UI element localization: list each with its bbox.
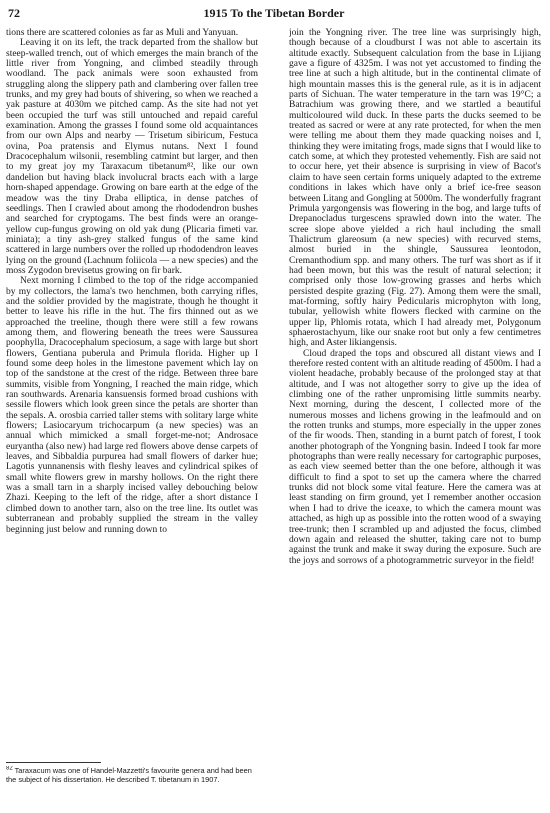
paragraph: Next morning I climbed to the top of the ridge accompanied by my collectors, the lama's two henchmen, both carrying rifles, and the soldier provided by the magistrate, though he thought it better to leave his rifle in the hut. The firs thinned out as we approached the treeline, though there were still a few rowans among them, and flowering beneath the trees were Saussurea poophylla, Dracocephalum speciosum, a sage with large but short flowers, Gentiana puberula and Primula florida. Higher up I found some deep holes in the limestone pavement which lay on top of the sandstone at the crest of the ridge. Between three bare summits, visible from Yongning, I reached the main ridge, which ran southwards. Arenaria kansuensis formed broad cushions with sessile flowers which look green since the petals are shorter than the sepals. A. orosbia carried taller stems with solitary large white flowers; Lasiocaryum trichocarpum (a new species) was an annual which mimicked a small forget-me-not; Androsace euryantha (also new) had large red flowers above dense carpets of leaves, and Sibbaldia purpurea had small flowers of darker hue; Lagotis yunnanensis with fleshy leaves and cylindrical spikes of small white flowers grew in marshy hollows. On the right there was a small tarn in a sharply incised valley debouching below Zhazi. Keeping to the left of the ridge, after a short distance I climbed down to another tarn, also on the tree line. Its outlet was subterranean and probably supplied the stream in the valley beginning just below and running down to <box>6 276 258 535</box>
page-header <box>8 5 540 21</box>
paragraph: join the Yongning river. The tree line was surprisingly high, though because of a cloudburst I was not able to ascertain its altitude exactly. Subsequent calculation from the base in Lijiang gave a figure of 4325m. I was not yet accustomed to finding the tree line at such a high altitude, but in the continental climate of high mountain masses this is the general rule, as it is in adjacent parts of Sichuan. The water temperature in the tarn was 19°C; a Batrachium was growing there, and we startled a beautiful multicoloured wild duck. In these parts the ducks seemed to be treated as sacred or were at any rate protected, for when the men were telling me about them they made quacking noises and I, thinking they were imitating frogs, made signs that I would like to catch some, at which they protested vehemently. Fish are said not to occur here, yet their absence is surprising in view of Bacot's claim to have seen certain forms uniquely adapted to the extreme conditions in lakes which have only a brief ice-free season between Litang and Gongling at 5000m. The wonderfully fragrant Primula yargongensis was flowering in the bog, and large tufts of Drepanocladus turgescens sprawled down into the water. The scree slope above yielded a rich haul including the small Thalictrum glareosum (a new species) with recurved stems, almost buried in the shingle, Saussurea leontodon, Cremanthodium spp. and many others. The turf was short as if it had been mown, but this was the result of natural selection; it comprised only those low-growing grasses and herbs which persisted despite grazing (Fig. 27). Among them were the small, mat-forming, softly hairy Pedicularis microphyton with long, tubular, yellowish white flowers flecked with carmine on the upper lip, Phlomis rotata, which I had already met, Polygonum sphaerostachyum, like our snake root but only a few centimetres high, and Aster likiangensis. <box>289 28 541 349</box>
paragraph: tions there are scattered colonies as far as Muli and Yanyuan. <box>6 28 239 38</box>
paragraph: Leaving it on its left, the track departed from the shallow but steep-walled trench, out of which emerges the main branch of the little river from Yongning, and climbed steadily through woodland. The pack animals were soon exhausted from struggling along the slippery path and clambering over fallen tree trunks, and my grey had bouts of shivering, so when we reached a yak pasture at 4030m we pitched camp. As the site had not yet been occupied the turf was still untouched and repaid careful examination. Among the grasses I found some old acquaintances from our own Alps and nearby — Trisetum sibiricum, Festuca ovina, Poa pratensis and Elymus nutans. Next I found Dracocephalum wilsonii, resembling catmint but larger, and then to my great joy my Taraxacum tibetanum⁸², like our own dandelion but having black involucral bracts each with a large horn-shaped appendage. Growing on bare earth at the edge of the meadow was the tiny Draba elliptica, in dense patches of seedlings. Then I crawled about among the rhododendron bushes and searched for cryptogams. The best finds were an orange-yellow cup-fungus growing on old yak dung (Plicaria fimeti var. miniata); a tiny ash-grey stalked fungus of the same kind scattered in large numbers over the rolled up rhododendron leaves lying on the ground (Lachnum foliicola — a new species) and the moss Zygodon brevisetus growing on fir bark. <box>6 38 258 276</box>
footnote <box>6 766 258 810</box>
left-column <box>6 28 258 758</box>
page-number: 72 <box>8 6 20 20</box>
right-column <box>289 28 541 808</box>
footnote-rule <box>6 762 101 763</box>
running-title: 1915 To the Tibetan Border <box>203 6 345 20</box>
footnote-text: Taraxacum was one of Handel-Mazzetti's favourite genera and had been the subject of his dissertation. He described T. tibetanum in 1907. <box>6 766 252 784</box>
footnote-marker: 82 <box>6 766 13 772</box>
paragraph: Cloud draped the tops and obscured all distant views and I therefore rested content with an altitude reading of 4500m. I had a violent headache, probably because of the prolonged stay at that altitude, and I was not altogether sorry to give up the idea of climbing one of the rather unpromising little summits nearby. Next morning, during the descent, I collected more of the numerous mosses and lichens growing in the leafmould and on the rotten trunks and stumps, more especially in the upper zones of the fir woods. Then, standing in a burnt patch of forest, I took another photograph of the Yongning basin. Indeed I took far more photographs than were really necessary for cartographic purposes, as each view seemed better than the one before, although it was difficult to find a spot to set up the camera where the charred trunks did not block some vital feature. Here the camera was at least standing on firm ground, yet I remember another occasion when I had to drive the iceaxe, to which the camera mount was attached, as high up as possible into the rotten wood of a swaying tree-trunk; then I scrambled up and adjusted the focus, climbed down again and released the shutter, taking care not to bump against the trunk and make it sway during the exposure. Such are the joys and sorrows of a photogrammetric surveyor in the field! <box>289 348 541 566</box>
